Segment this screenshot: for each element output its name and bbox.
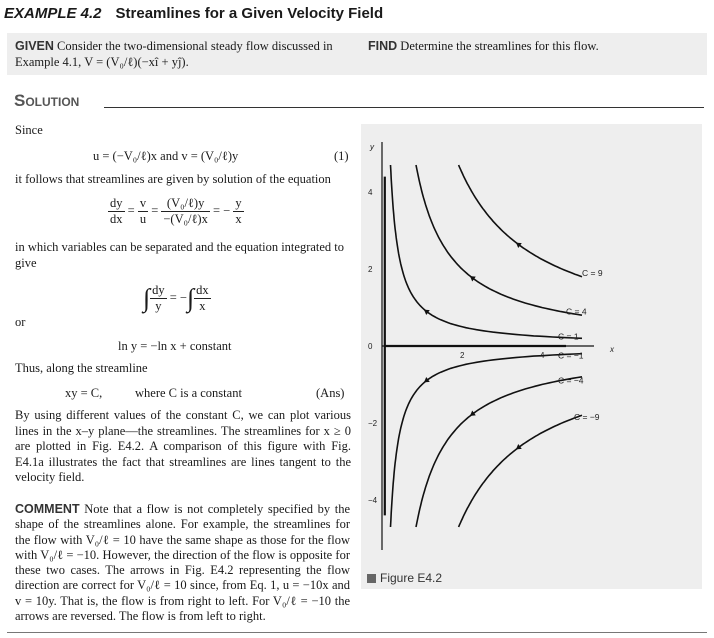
curve-label: C = 1	[558, 331, 579, 342]
frac-dx: dx	[110, 212, 123, 226]
given-text: Consider the two-dimensional steady flow discussed in Example 4.1, V = (V₀/ℓ)(−xî + yĵ).	[15, 39, 333, 69]
since-text: Since	[15, 123, 43, 137]
streamline-c9	[459, 165, 582, 277]
y-axis-label: y	[370, 142, 374, 152]
y-tick-label: −2	[368, 419, 378, 428]
y-tick-label: −4	[368, 496, 378, 505]
example-number: EXAMPLE 4.2	[4, 5, 102, 22]
bottom-rule	[7, 632, 707, 633]
find-section	[368, 38, 698, 54]
int-y: y	[155, 299, 162, 313]
streamline-c4	[416, 165, 582, 315]
frac-num: (V₀/ℓ)y	[161, 196, 209, 212]
frac-y: y	[235, 196, 242, 210]
or-text: or	[15, 315, 26, 329]
follows-text: it follows that streamlines are given by solution of the equation	[15, 172, 331, 186]
thus-text: Thus, along the streamline	[15, 361, 148, 375]
x-axis-label: x	[610, 345, 614, 354]
ans-label: (Ans)	[316, 386, 345, 400]
streamline-cneg9	[459, 415, 582, 527]
curve-label: C = −9	[574, 412, 600, 423]
equation-1-number: (1)	[334, 149, 349, 163]
streamline-c1	[391, 165, 583, 338]
find-text: Determine the streamlines for this flow.	[400, 39, 599, 53]
frac-x: x	[235, 212, 242, 226]
separated-text: in which variables can be separated and the equation integrated to give	[15, 240, 345, 270]
frac-v: v	[139, 196, 147, 210]
equation-1: u = (−V₀/ℓ)x and v = (V₀/ℓ)y	[93, 149, 239, 163]
y-tick-label: 4	[368, 188, 373, 197]
curve-label: C = 9	[582, 267, 603, 278]
x-tick-label: 4	[540, 351, 545, 360]
int-dy: dy	[152, 283, 165, 297]
curve-label: C = −4	[558, 375, 584, 386]
caption-square-icon	[367, 574, 376, 583]
frac-u: u	[139, 212, 147, 226]
int-x: x	[199, 299, 206, 313]
integral-equation: ∫ $\frac{dy}{y}$ = −∫ $\frac{dx}{x}$	[143, 283, 209, 313]
solution-heading: Solution	[14, 91, 80, 110]
comment-label: COMMENT	[15, 502, 80, 516]
comment-text: Note that a flow is not completely specified by the shape of the streamlines alone. For example, the streamlines for the flow with V₀/ℓ = 10 have the same shape as those for the flow with V₀/ℓ = −10. However, the direction of the flow is opposite for these two cases. The arrows in Fig. E4.2 representing the flow direction are correct for V₀/ℓ = 10 since, from Eq. 1, u = −10x and v = 10y. That is, the flow is from right to left. For V₀/ℓ = −10 the arrows are reversed. The flow is from left to right.	[15, 502, 350, 624]
curve-label: C = −1	[558, 350, 584, 361]
example-heading: Streamlines for a Given Velocity Field	[115, 5, 384, 22]
frac-dy: dy	[110, 196, 123, 210]
solution-rule	[104, 107, 704, 108]
given-section	[15, 38, 360, 70]
ln-equation: ln y = −ln x + constant	[118, 339, 232, 353]
streamline-cneg1	[391, 354, 583, 527]
find-label: FIND	[368, 39, 398, 53]
given-label: GIVEN	[15, 39, 54, 53]
streamline-cneg4	[416, 377, 582, 527]
int-dx: dx	[196, 283, 209, 297]
where-text: where C is a constant	[135, 386, 242, 400]
xy-equation: xy = C,	[65, 386, 103, 400]
example-title	[4, 5, 383, 22]
streamline-plot	[361, 124, 702, 569]
comment-section	[15, 502, 350, 624]
y-tick-label: 0	[368, 342, 373, 351]
frac-den: −(V₀/ℓ)x	[163, 212, 208, 226]
curve-label: C = 4	[566, 306, 587, 317]
figure-caption-text: Figure E4.2	[380, 571, 443, 585]
figure-caption	[367, 571, 442, 585]
explanation-paragraph: By using different values of the constant C, we can plot various lines in the x–y plane—the streamlines. The streamlines for x ≥ 0 are plotted in Fig. E4.2. A comparison of this figure with Fig. E4.1a illustrates the fact that streamlines are lines tangent to the velocity field.	[15, 408, 351, 484]
streamline-ode: $\frac{dy}{dx}$ = $\frac{v}{u}$ = $\frac{\text{(V₀/ℓ)y}}{\text{−(V₀/ℓ)x}}$ = − $\frac{y}{x}$	[110, 196, 242, 226]
x-tick-label: 2	[460, 351, 465, 360]
y-tick-label: 2	[368, 265, 373, 274]
